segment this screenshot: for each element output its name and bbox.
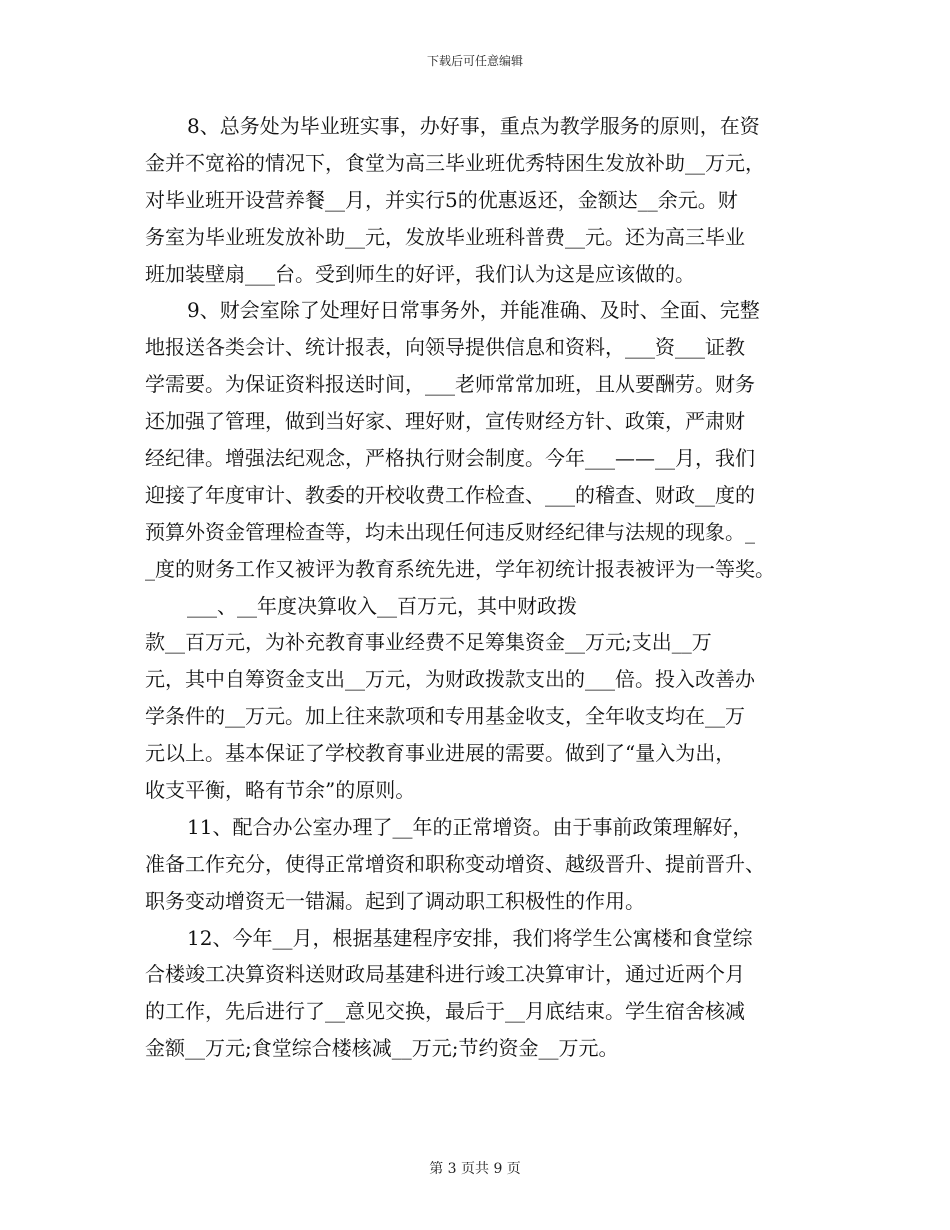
page-header: 下载后可任意编辑 [426, 54, 523, 68]
text-line: 8、总务处为毕业班实事，办好事，重点为教学服务的原则，在资 [187, 114, 760, 138]
text-line: 经纪律。增强法纪观念，严格执行财会制度。今年___——__月，我们 [145, 446, 755, 471]
text-line: 地报送各类会计、统计报表，向领导提供信息和资料，___资___证教 [145, 335, 745, 360]
text-line: 迎接了年度审计、教委的开校收费工作检查、___的稽查、财政__度的 [145, 482, 755, 507]
text-line: 款__百万元，为补充教育事业经费不足筹集资金__万元;支出__万 [145, 630, 712, 655]
paragraph [145, 292, 825, 587]
document-body [145, 108, 825, 1067]
paragraph [145, 809, 825, 920]
text-line: 学需要。为保证资料报送时间，___老师常常加班，且从要酬劳。财务 [145, 372, 755, 397]
text-line: 12、今年__月，根据基建程序安排，我们将学生公寓楼和食堂综 [187, 925, 753, 950]
text-line: 学条件的__万元。加上往来款项和专用基金收支，全年收支均在__万 [145, 704, 745, 729]
text-line: 对毕业班开设营养餐__月，并实行5的优惠返还，金额达__余元。财 [145, 187, 738, 212]
text-line: ___、__年度决算收入__百万元，其中财政拨 [187, 593, 577, 618]
text-line: 还加强了管理，做到当好家、理好财，宣传财经方针、政策，严肃财 [145, 409, 745, 434]
page-footer: 第 3 页共 9 页 [429, 1161, 521, 1177]
text-line: 收支平衡，略有节余”的原则。 [145, 778, 416, 803]
text-line: 元，其中自筹资金支出__万元，为财政拨款支出的___倍。投入改善办 [145, 667, 755, 692]
text-line: 准备工作充分，使得正常增资和职称变动增资、越级晋升、提前晋升、 [145, 851, 765, 876]
text-line: 合楼竣工决算资料送财政局基建科进行竣工决算审计，通过近两个月 [145, 962, 745, 987]
text-line: 职务变动增资无一错漏。起到了调动职工积极性的作用。 [145, 888, 645, 913]
text-line: 元以上。基本保证了学校教育事业进展的需要。做到了“量入为出， [145, 741, 736, 766]
text-line: 11、配合办公室办理了__年的正常增资。由于事前政策理解好， [187, 814, 753, 839]
text-line: 预算外资金管理检查等，均未出现任何违反财经纪律与法规的现象。_ [145, 519, 755, 544]
paragraph [145, 588, 825, 625]
paragraph [145, 108, 825, 292]
paragraph [145, 624, 825, 808]
text-line: 务室为毕业班发放补助__元，发放毕业班科普费__元。还为高三毕业 [145, 224, 745, 249]
text-line: _度的财务工作又被评为教育系统先进，学年初统计报表被评为一等奖。 [145, 556, 775, 581]
text-line: 的工作，先后进行了__意见交换，最后于__月底结束。学生宿舍核减 [145, 999, 745, 1024]
text-line: 金额__万元;食堂综合楼核减__万元;节约资金__万元。 [145, 1036, 619, 1061]
text-line: 班加装壁扇___台。受到师生的好评，我们认为这是应该做的。 [145, 261, 695, 286]
text-line: 金并不宽裕的情况下，食堂为高三毕业班优秀特困生发放补助__万元， [145, 150, 765, 175]
text-line: 9、财会室除了处理好日常事务外，并能准确、及时、全面、完整 [187, 298, 760, 323]
paragraph [145, 920, 825, 1068]
